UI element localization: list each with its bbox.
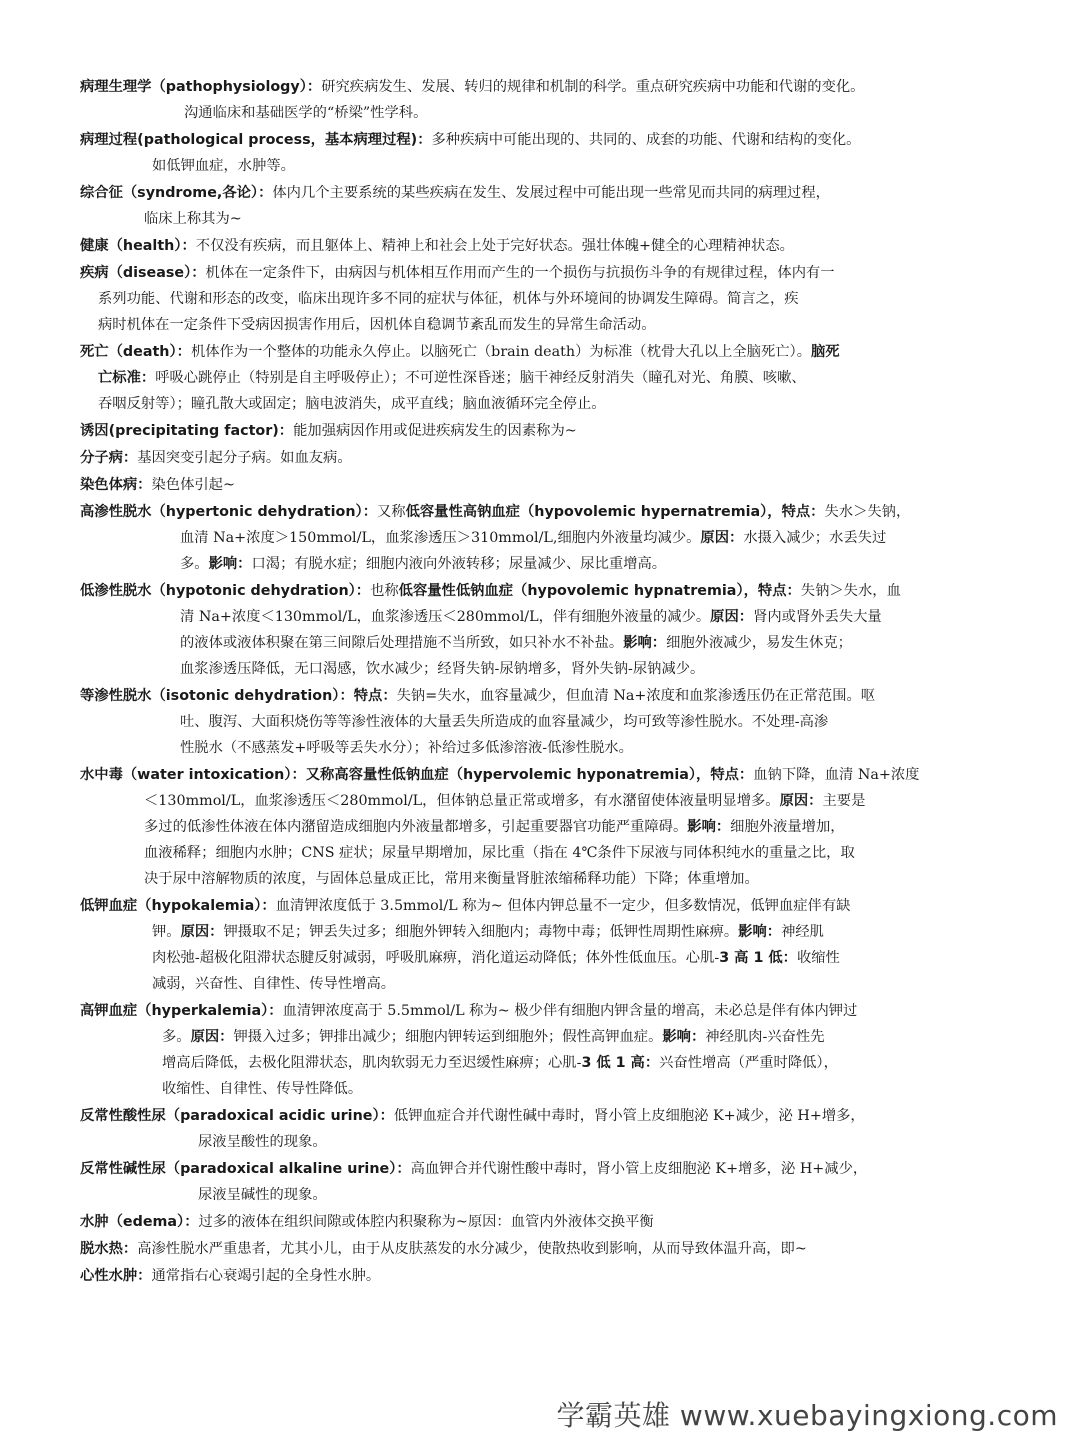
definition-entry (80, 893, 1002, 997)
entry-line (80, 683, 1002, 709)
entry-line (80, 919, 1002, 945)
entry-line (80, 1050, 1002, 1076)
entry-line (80, 525, 1002, 551)
entry-line (80, 656, 1002, 682)
term-bold: 影响： (738, 924, 782, 940)
term-bold: 脑死 (811, 344, 840, 360)
text-segment: 基因突变引起分子病。如血友病。 (137, 450, 352, 466)
text-segment: 神经肌 (781, 924, 824, 940)
term-bold: 原因： (190, 1029, 234, 1045)
text-segment: 多过的低渗性体液在体内潴留造成细胞内外液量都增多，引起重要器官功能严重障碍。 (144, 819, 688, 835)
term-bold: 特点： (353, 688, 397, 704)
definition-entry (80, 127, 1002, 179)
definition-entry (80, 998, 1002, 1102)
text-segment: ＜130mmol/L，血浆渗透压＜280mmol/L，但体钠总量正常或增多，有水潴留使体液量明显增多。 (144, 793, 780, 809)
entry-line (80, 630, 1002, 656)
text-segment: 失钠＞失水，血 (800, 583, 901, 599)
entry-line (80, 1209, 1002, 1235)
entry-line (80, 762, 1002, 788)
definition-entry (80, 445, 1002, 471)
text-segment: 血浆渗透压降低，无口渴感，饮水减少；经肾失钠-尿钠增多，肾外失钠-尿钠减少。 (180, 661, 705, 677)
entry-line (80, 74, 1002, 100)
text-segment: 也称 (370, 583, 399, 599)
text-segment: 口渴；有脱水症；细胞内液向外液转移；尿量减少、尿比重增高。 (251, 556, 667, 572)
text-segment: 不仅没有疾病，而且躯体上、精神上和社会上处于完好状态。强壮体魄+健全的心理精神状态。 (195, 238, 794, 254)
entry-line (80, 945, 1002, 971)
term-bold: 反常性酸性尿（paradoxical acidic urine）： (80, 1108, 394, 1124)
term-bold: 低钾血症（hypokalemia）： (80, 898, 276, 914)
document-body (80, 74, 1002, 1290)
text-segment: 主要是 (822, 793, 866, 809)
entry-line (80, 814, 1002, 840)
term-bold: 等渗性脱水（isotonic dehydration）： (80, 688, 354, 704)
entry-line (80, 709, 1002, 735)
entry-line (80, 233, 1002, 259)
definition-entry (80, 578, 1002, 682)
term-bold: 分子病： (80, 450, 138, 466)
entry-line (80, 1024, 1002, 1050)
definition-entry (80, 499, 1002, 577)
text-segment: 血清钾浓度高于 5.5mmol/L 称为~ 极少伴有细胞内钾含量的增高，未必总是伴有体内钾过 (282, 1003, 858, 1019)
text-segment: 高渗性脱水严重患者，尤其小儿，由于从皮肤蒸发的水分减少，使散热收到影响，从而导致体温升高，即~ (137, 1241, 807, 1257)
text-segment: 水摄入减少；水丢失过 (743, 530, 887, 546)
entry-line (80, 100, 1002, 126)
term-bold: 原因： (710, 609, 754, 625)
entry-line (80, 1129, 1002, 1155)
definition-entry (80, 1156, 1002, 1208)
term-bold: 病理生理学（pathophysiology）： (80, 79, 322, 95)
term-bold: 3 低 1 高： (581, 1055, 660, 1071)
text-segment: 吐、腹泻、大面积烧伤等等渗性液体的大量丢失所造成的血容量减少，均可致等渗性脱水。不处理-高渗 (180, 714, 829, 730)
text-segment: 血液稀释；细胞内水肿；CNS 症状；尿量早期增加，尿比重（指在 4℃条件下尿液与同体积纯水的重量之比，取 (144, 845, 855, 861)
text-segment: 系列功能、代谢和形态的改变，临床出现许多不同的症状与体征，机体与外环境间的协调发生障碍。简言之，疾 (98, 291, 799, 307)
text-segment: 病时机体在一定条件下受病因损害作用后，因机体自稳调节紊乱而发生的异常生命活动。 (98, 317, 656, 333)
text-segment: 收缩性、自律性、传导性降低。 (162, 1081, 363, 1097)
text-segment: 血清 Na+浓度＞150mmol/L，血浆渗透压＞310mmol/L,细胞内外液量均减少。 (180, 530, 701, 546)
term-bold: 影响： (208, 556, 252, 572)
entry-line (80, 153, 1002, 179)
definition-entry (80, 1236, 1002, 1262)
entry-line (80, 998, 1002, 1024)
text-segment: 血清钾浓度低于 3.5mmol/L 称为~ 但体内钾总量不一定少，但多数情况，低钾血症伴有缺 (275, 898, 851, 914)
text-segment: 机体在一定条件下，由病因与机体相互作用而产生的一个损伤与抗损伤斗争的有规律过程，体内有一 (205, 265, 835, 281)
text-segment: 多。 (180, 556, 209, 572)
text-segment: 沟通临床和基础医学的“桥梁”性学科。 (184, 105, 428, 121)
text-segment: 神经肌肉-兴奋性先 (705, 1029, 825, 1045)
term-bold: 高渗性脱水（hypertonic dehydration）： (80, 504, 377, 520)
text-segment: 呼吸心跳停止（特别是自主呼吸停止）；不可逆性深昏迷；脑干神经反射消失（瞳孔对光、角膜、咳嗽、 (155, 370, 806, 386)
text-segment: 染色体引起~ (151, 477, 235, 493)
definition-entry (80, 180, 1002, 232)
text-segment: 吞咽反射等）；瞳孔散大或固定；脑电波消失，成平直线；脑血液循环完全停止。 (98, 396, 606, 412)
entry-line (80, 391, 1002, 417)
entry-line (80, 604, 1002, 630)
text-segment: 研究疾病发生、发展、转归的规律和机制的科学。重点研究疾病中功能和代谢的变化。 (321, 79, 865, 95)
text-segment: 又称 (377, 504, 406, 520)
text-segment: 高血钾合并代谢性酸中毒时，肾小管上皮细胞泌 K+增多，泌 H+减少， (410, 1161, 868, 1177)
term-bold: 高钾血症（hyperkalemia）： (80, 1003, 283, 1019)
term-bold: 水中毒（water intoxication）：又称高容量性低钠血症（hypervolemic hyponatremia），特点： (80, 767, 754, 783)
term-bold: 健康（health）： (80, 238, 196, 254)
term-bold: 水肿（edema）： (80, 1214, 199, 1230)
entry-line (80, 893, 1002, 919)
text-segment: 能加强病因作用或促进疾病发生的因素称为~ (293, 423, 577, 439)
entry-line (80, 1263, 1002, 1289)
term-bold: 综合征（syndrome,各论）： (80, 185, 273, 201)
term-bold: 亡标准： (98, 370, 156, 386)
text-segment: 尿液呈碱性的现象。 (198, 1187, 327, 1203)
term-bold: 疾病（disease）： (80, 265, 206, 281)
term-bold: 影响： (662, 1029, 706, 1045)
term-bold: 反常性碱性尿（paradoxical alkaline urine）： (80, 1161, 411, 1177)
term-bold: 心性水肿： (80, 1268, 152, 1284)
definition-entry (80, 418, 1002, 444)
entry-line (80, 472, 1002, 498)
text-segment: 失钠=失水，血容量减少，但血清 Na+浓度和血浆渗透压仍在正常范围。呕 (396, 688, 876, 704)
entry-line (80, 1182, 1002, 1208)
term-bold: 影响： (623, 635, 667, 651)
definition-entry (80, 1263, 1002, 1289)
entry-line (80, 971, 1002, 997)
entry-line (80, 1156, 1002, 1182)
entry-line (80, 551, 1002, 577)
definition-entry (80, 1209, 1002, 1235)
term-bold: 低容量性高钠血症（hypovolemic hypernatremia），特点： (405, 504, 825, 520)
entry-line (80, 339, 1002, 365)
term-bold: 死亡（death）： (80, 344, 191, 360)
entry-line (80, 1076, 1002, 1102)
term-bold: 原因： (779, 793, 823, 809)
entry-line (80, 1236, 1002, 1262)
entry-line (80, 578, 1002, 604)
entry-line (80, 788, 1002, 814)
text-segment: 钾摄取不足；钾丢失过多；细胞外钾转入细胞内；毒物中毒；低钾性周期性麻痹。 (223, 924, 739, 940)
definition-entry (80, 683, 1002, 761)
entry-line (80, 127, 1002, 153)
text-segment: 钾摄入过多；钾排出减少；细胞内钾转运到细胞外；假性高钾血症。 (233, 1029, 663, 1045)
entry-line (80, 286, 1002, 312)
text-segment: 肾内或肾外丢失大量 (753, 609, 882, 625)
text-segment: 低钾血症合并代谢性碱中毒时，肾小管上皮细胞泌 K+减少，泌 H+增多， (393, 1108, 865, 1124)
entry-line (80, 206, 1002, 232)
entry-line (80, 866, 1002, 892)
entry-line (80, 312, 1002, 338)
entry-line (80, 418, 1002, 444)
text-segment: 性脱水（不感蒸发+呼吸等丢失水分）；补给过多低渗溶液-低渗性脱水。 (180, 740, 633, 756)
text-segment: 兴奋性增高（严重时降低）， (659, 1055, 838, 1071)
text-segment: 钾。 (152, 924, 181, 940)
entry-line (80, 365, 1002, 391)
term-bold: 病理过程(pathological process，基本病理过程)： (80, 132, 432, 148)
text-segment: 细胞外液量增加， (730, 819, 845, 835)
term-bold: 染色体病： (80, 477, 152, 493)
text-segment: 的液体或液体积聚在第三间隙后处理措施不当所致，如只补水不补盐。 (180, 635, 624, 651)
text-segment: 决于尿中溶解物质的浓度，与固体总量成正比，常用来衡量肾脏浓缩稀释功能）下降；体重增加。 (144, 871, 759, 887)
text-segment: 机体作为一个整体的功能永久停止。以脑死亡（brain death）为标准（枕骨大孔以上全脑死亡）。 (190, 344, 811, 360)
term-bold: 脱水热： (80, 1241, 138, 1257)
text-segment: 肉松弛-超极化阻滞状态腱反射减弱，呼吸肌麻痹，消化道运动降低；体外性低血压。心肌- (152, 950, 720, 966)
text-segment: 减弱，兴奋性、自律性、传导性增高。 (152, 976, 396, 992)
term-bold: 诱因(precipitating factor)： (80, 423, 294, 439)
text-segment: 临床上称其为~ (144, 211, 242, 227)
definition-entry (80, 339, 1002, 417)
text-segment: 细胞外液减少，易发生休克； (666, 635, 852, 651)
term-bold: 低渗性脱水（hypotonic dehydration）： (80, 583, 371, 599)
term-bold: 原因： (700, 530, 744, 546)
text-segment: 收缩性 (796, 950, 840, 966)
text-segment: 尿液呈酸性的现象。 (198, 1134, 327, 1150)
text-segment: 血钠下降，血清 Na+浓度 (753, 767, 920, 783)
entry-line (80, 180, 1002, 206)
text-segment: 多种疾病中可能出现的、共同的、成套的功能、代谢和结构的变化。 (431, 132, 861, 148)
text-segment: 过多的液体在组织间隙或体腔内积聚称为~原因：血管内外液体交换平衡 (198, 1214, 654, 1230)
text-segment: 清 Na+浓度＜130mmol/L，血浆渗透压＜280mmol/L，伴有细胞外液量的减少。 (180, 609, 711, 625)
text-segment: 体内几个主要系统的某些疾病在发生、发展过程中可能出现一些常见而共同的病理过程， (272, 185, 830, 201)
text-segment: 增高后降低，去极化阻滞状态，肌肉软弱无力至迟缓性麻痹；心肌- (162, 1055, 582, 1071)
entry-line (80, 735, 1002, 761)
text-segment: 通常指右心衰竭引起的全身性水肿。 (151, 1268, 381, 1284)
text-segment: 多。 (162, 1029, 191, 1045)
entry-line (80, 499, 1002, 525)
text-segment: 失水＞失钠， (824, 504, 911, 520)
entry-line (80, 1103, 1002, 1129)
definition-entry (80, 1103, 1002, 1155)
definition-entry (80, 74, 1002, 126)
definition-entry (80, 472, 1002, 498)
term-bold: 低容量性低钠血症（hypovolemic hypnatremia），特点： (398, 583, 801, 599)
entry-line (80, 260, 1002, 286)
definition-entry (80, 260, 1002, 338)
definition-entry (80, 233, 1002, 259)
entry-line (80, 445, 1002, 471)
text-segment: 如低钾血症，水肿等。 (152, 158, 295, 174)
term-bold: 原因： (180, 924, 224, 940)
footer-watermark: 学霸英雄 www.xuebayingxiong.com (556, 1399, 1058, 1432)
entry-line (80, 840, 1002, 866)
term-bold: 影响： (687, 819, 731, 835)
term-bold: 3 高 1 低： (719, 950, 797, 966)
definition-entry (80, 762, 1002, 892)
